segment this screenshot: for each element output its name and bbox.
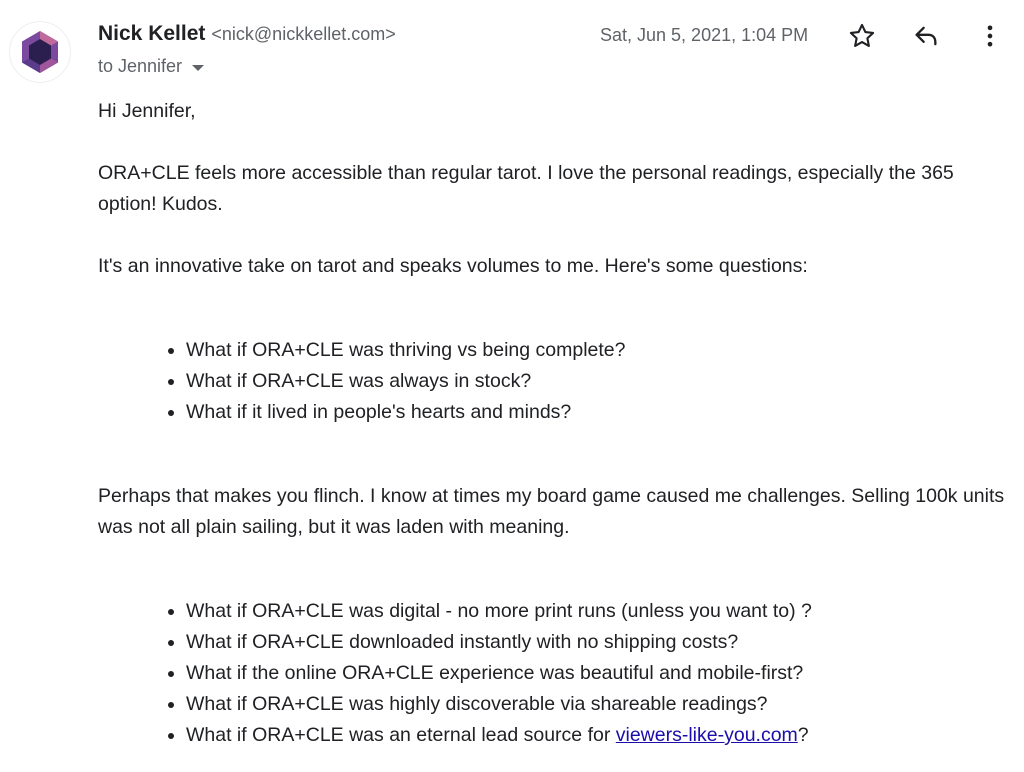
sender-name[interactable]: Nick Kellet	[98, 22, 206, 45]
list-item: • What if ORA+CLE was digital - no more print runs (unless you want to) ?	[186, 596, 1008, 627]
questions-list-1	[98, 335, 1008, 428]
list-item: • What if ORA+CLE was always in stock?	[186, 366, 1008, 397]
list-item: • What if it lived in people's hearts and minds?	[186, 397, 1008, 428]
more-options-button[interactable]	[972, 18, 1008, 54]
more-vert-icon	[976, 22, 1004, 50]
email-body	[98, 96, 1008, 751]
email-date: Sat, Jun 5, 2021, 1:04 PM	[600, 25, 809, 45]
greeting: Hi Jennifer,	[98, 100, 196, 122]
list-item-text: What if ORA+CLE was an eternal lead source for	[186, 724, 616, 746]
sender-email: <nick@nickkellet.com>	[211, 24, 396, 44]
sender-avatar[interactable]	[10, 22, 70, 82]
recipient-details-toggle[interactable]	[98, 56, 204, 77]
viewers-like-you-link[interactable]: viewers-like-you.com	[615, 724, 798, 746]
reply-icon	[912, 22, 940, 50]
star-icon	[848, 22, 876, 50]
list-item: • What if ORA+CLE was highly discoverable via shareable readings?	[186, 689, 1008, 720]
star-button[interactable]	[844, 18, 880, 54]
chevron-down-icon	[192, 65, 204, 71]
reply-button[interactable]	[908, 18, 944, 54]
avatar-logo-icon	[14, 26, 66, 78]
body-paragraph-2: It's an innovative take on tarot and speaks volumes to me. Here's some questions:	[98, 255, 808, 277]
recipient-label: to Jennifer	[98, 56, 183, 76]
sender-line	[98, 22, 396, 46]
list-item	[186, 720, 1008, 751]
list-item: • What if ORA+CLE downloaded instantly with no shipping costs?	[186, 627, 1008, 658]
body-paragraph-1: ORA+CLE feels more accessible than regular tarot. I love the personal readings, especially the 365 option! Kudos.	[98, 162, 954, 215]
list-item: • What if the online ORA+CLE experience was beautiful and mobile-first?	[186, 658, 1008, 689]
body-paragraph-3: Perhaps that makes you flinch. I know at times my board game caused me challenges. Selling 100k units was not all plain sailing, but it was laden with meaning.	[98, 485, 1005, 538]
list-item-suffix: ?	[797, 724, 809, 746]
list-item: • What if ORA+CLE was thriving vs being complete?	[186, 335, 1008, 366]
questions-list-2	[98, 596, 1008, 751]
